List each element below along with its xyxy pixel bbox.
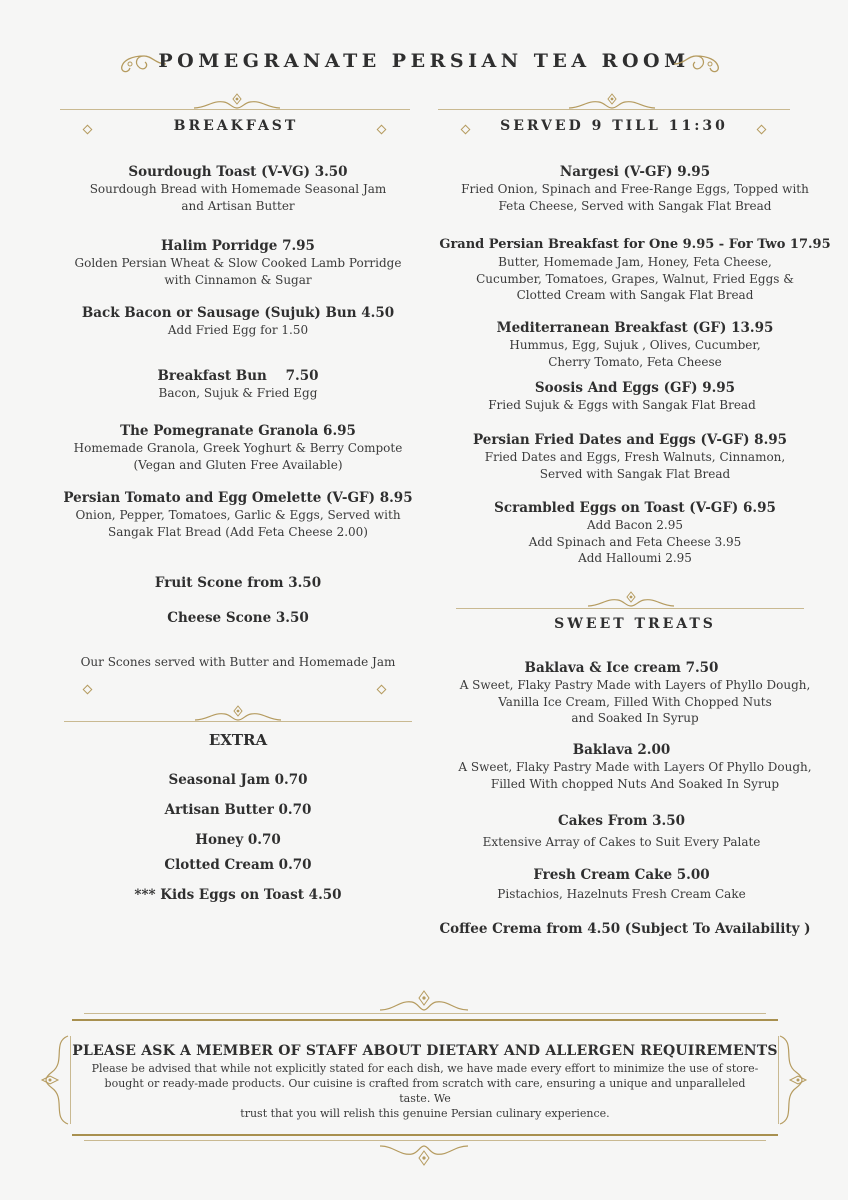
breakfast-bottom-diamond-right-icon (377, 685, 387, 695)
item-desc: Fried Dates and Eggs, Fresh Walnuts, Cinnamon, (484, 450, 786, 464)
scones-note: Our Scones served with Butter and Homemade Jam (80, 655, 396, 669)
item-name: Nargesi (V-GF) 9.95 (559, 164, 711, 180)
allergen-heading: PLEASE ASK A MEMBER OF STAFF ABOUT DIETARY AND ALLERGEN REQUIREMENTS (72, 1043, 778, 1059)
item-name: Halim Porridge 7.95 (161, 238, 315, 254)
menu-item (438, 431, 832, 482)
item-name: Soosis And Eggs (GF) 9.95 (534, 380, 736, 396)
item-name: Mediterranean Breakfast (GF) 13.95 (496, 320, 774, 336)
menu-item: Coffee Crema from 4.50 (Subject To Availability ) (439, 921, 811, 937)
item-name: Baklava 2.00 (572, 742, 671, 758)
item-desc: Sourdough Bread with Homemade Seasonal Jam (89, 182, 387, 196)
extra-item: Clotted Cream 0.70 (164, 857, 312, 873)
item-desc: Bacon, Sujuk & Fried Egg (158, 386, 318, 400)
notice-top-ornament-icon (378, 988, 470, 1016)
title-flourish-right-icon (672, 50, 722, 78)
item-desc: Pistachios, Hazelnuts Fresh Cream Cake (497, 887, 746, 901)
item-desc: Cucumber, Tomatoes, Grapes, Walnut, Fried Eggs & (476, 271, 794, 286)
item-desc: A Sweet, Flaky Pastry Made with Layers of Phyllo Dough, (459, 678, 811, 692)
item-desc: Hummus, Egg, Sujuk , Olives, Cucumber, (509, 338, 761, 352)
notice-bottom-ornament-icon (378, 1140, 470, 1168)
notice-left-rule (70, 1036, 71, 1124)
menu-item (438, 163, 832, 214)
item-desc: Filled With chopped Nuts And Soaked In Syrup (490, 776, 780, 791)
extra-top-rule (64, 721, 412, 722)
served-top-rule (438, 109, 790, 110)
item-name: Sourdough Toast (V-VG) 3.50 (128, 164, 348, 180)
item-desc: Served with Sangak Flat Bread (539, 466, 731, 481)
item-desc: with Cinnamon & Sugar (164, 272, 312, 287)
breakfast-heading: BREAKFAST (173, 118, 299, 134)
served-heading: SERVED 9 TILL 11:30 (500, 118, 728, 134)
item-desc: Vanilla Ice Cream, Filled With Chopped Nuts (498, 694, 772, 709)
menu-item (60, 237, 416, 288)
item-desc: Feta Cheese, Served with Sangak Flat Bread (498, 198, 772, 213)
menu-item (438, 812, 832, 851)
menu-item (60, 367, 416, 402)
item-desc: Cherry Tomato, Feta Cheese (548, 354, 722, 369)
notice-side-ornament-left-icon (38, 1032, 72, 1128)
menu-item (60, 489, 416, 540)
extra-item: Honey 0.70 (195, 832, 281, 848)
item-desc: A Sweet, Flaky Pastry Made with Layers Of Phyllo Dough, (458, 760, 812, 774)
menu-item (60, 304, 416, 339)
menu-item (438, 659, 832, 727)
item-name: Breakfast Bun 7.50 (157, 368, 319, 384)
allergen-notice (90, 1061, 760, 1121)
page-title: POMEGRANATE PERSIAN TEA ROOM (158, 50, 690, 72)
item-desc: (Vegan and Gluten Free Available) (133, 457, 343, 472)
item-desc: and Soaked In Syrup (571, 711, 699, 725)
item-desc: Add Spinach and Feta Cheese 3.95 (528, 534, 742, 549)
menu-item (60, 163, 416, 214)
item-desc: Extensive Array of Cakes to Suit Every Palate (482, 835, 761, 849)
notice-line: Please be advised that while not explicitly stated for each dish, we have made every effort to minimize the use of store- (91, 1062, 759, 1075)
item-desc: Homemade Granola, Greek Yoghurt & Berry Compote (73, 441, 403, 455)
extra-item: Seasonal Jam 0.70 (168, 772, 308, 788)
item-name: Baklava & Ice cream 7.50 (524, 660, 719, 676)
notice-top-rule-thin (84, 1013, 766, 1014)
item-desc: Add Fried Egg for 1.50 (167, 323, 309, 337)
item-name: Persian Tomato and Egg Omelette (V-GF) 8.95 (63, 490, 413, 506)
extra-heading: EXTRA (208, 731, 268, 749)
menu-item: Cheese Scone 3.50 (167, 610, 309, 626)
item-name: Scrambled Eggs on Toast (V-GF) 6.95 (494, 500, 776, 516)
item-desc: Add Bacon 2.95 (586, 518, 684, 532)
item-desc: and Artisan Butter (181, 198, 295, 213)
item-desc: Butter, Homemade Jam, Honey, Feta Cheese, (498, 255, 772, 269)
notice-top-rule-thick (72, 1019, 778, 1021)
item-name: Fresh Cream Cake 5.00 (533, 867, 710, 883)
item-desc: Sangak Flat Bread (Add Feta Cheese 2.00) (108, 524, 368, 539)
item-desc: Clotted Cream with Sangak Flat Bread (516, 288, 754, 302)
item-desc: Fried Onion, Spinach and Free-Range Eggs, Topped with (461, 182, 809, 196)
menu-item (438, 741, 832, 792)
item-name: Cakes From 3.50 (557, 813, 686, 829)
menu-item (438, 236, 832, 304)
notice-line: bought or ready-made products. Our cuisine is crafted from scratch with care, ensuring a unique and unparalleled taste. We (104, 1077, 746, 1105)
menu-item (438, 319, 832, 370)
item-desc: Onion, Pepper, Tomatoes, Garlic & Eggs, Served with (75, 508, 401, 522)
item-desc: Add Halloumi 2.95 (578, 551, 692, 565)
item-desc: Golden Persian Wheat & Slow Cooked Lamb Porridge (74, 256, 402, 270)
item-name: Back Bacon or Sausage (Sujuk) Bun 4.50 (81, 305, 395, 321)
extra-item: Artisan Butter 0.70 (164, 802, 312, 818)
sweet-top-rule (456, 608, 804, 609)
breakfast-bottom-diamond-left-icon (83, 685, 93, 695)
menu-item (438, 866, 832, 903)
notice-side-ornament-right-icon (776, 1032, 810, 1128)
menu-item (438, 499, 832, 567)
notice-bottom-rule-thick (72, 1134, 778, 1136)
menu-item (438, 379, 832, 414)
item-name: The Pomegranate Granola 6.95 (120, 423, 356, 439)
extra-item: *** Kids Eggs on Toast 4.50 (134, 887, 342, 903)
item-desc: Fried Sujuk & Eggs with Sangak Flat Bread (488, 398, 756, 412)
breakfast-top-rule (60, 109, 410, 110)
sweet-heading: SWEET TREATS (554, 616, 716, 632)
menu-item (60, 422, 416, 473)
menu-item: Fruit Scone from 3.50 (154, 575, 322, 591)
sweet-ornament-icon (586, 588, 676, 610)
item-name: Grand Persian Breakfast for One 9.95 - For Two 17.95 (439, 237, 831, 252)
item-name: Persian Fried Dates and Eggs (V-GF) 8.95 (472, 432, 788, 448)
notice-line: trust that you will relish this genuine Persian culinary experience. (240, 1107, 610, 1120)
